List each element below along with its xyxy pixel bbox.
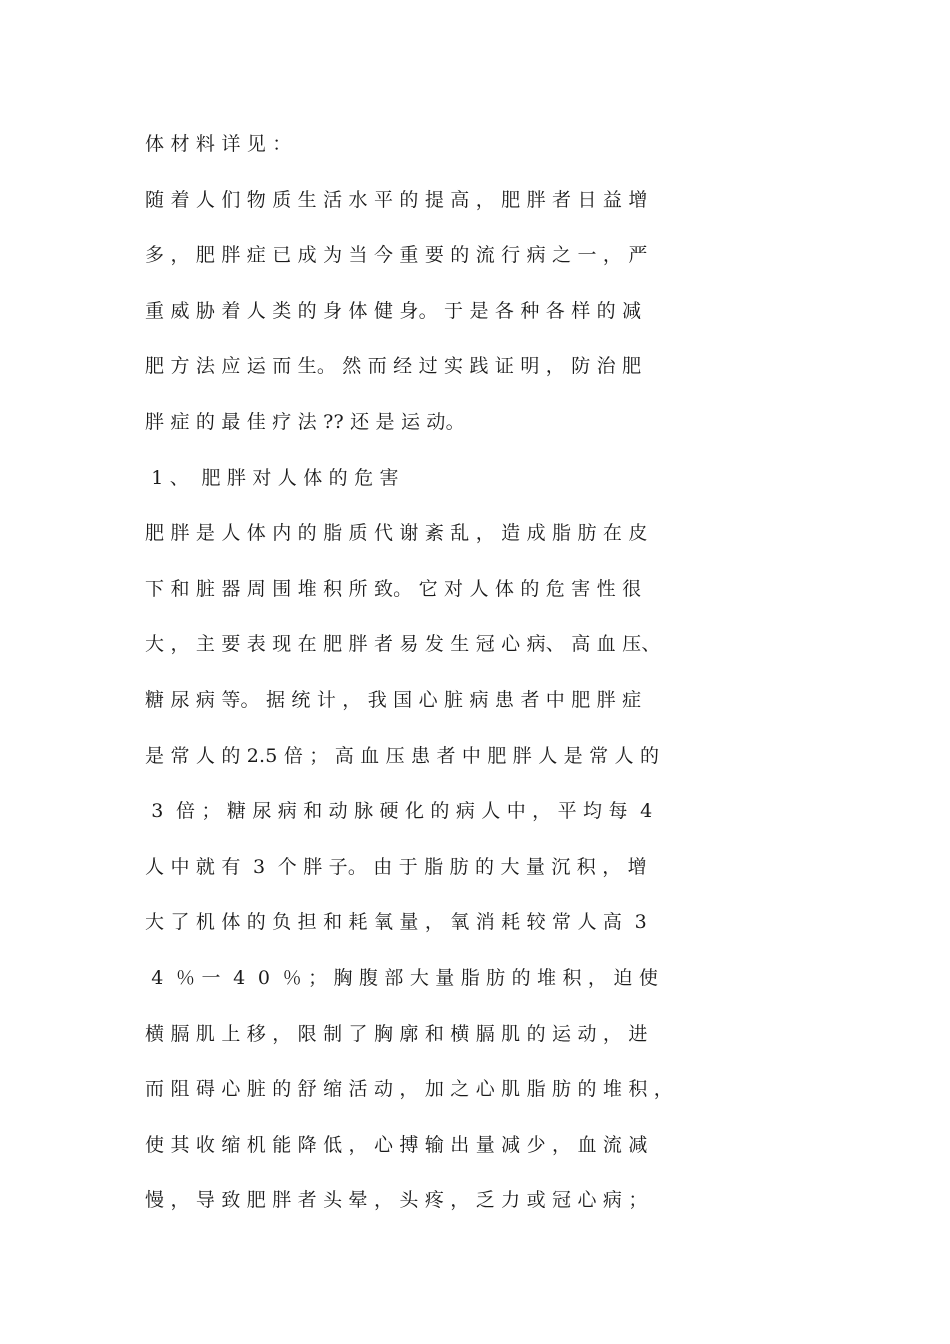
text-line: 肥 方 法 应 运 而 生。 然 而 经 过 实 践 证 明 ， 防 治 肥 <box>145 355 642 378</box>
text-line: 人 中 就 有 3 个 胖 子。 由 于 脂 肪 的 大 量 沉 积 ， 增 <box>145 855 647 878</box>
text-line: 多 ， 肥 胖 症 已 成 为 当 今 重 要 的 流 行 病 之 一 ， 严 <box>145 244 648 267</box>
text-line: 胖 症 的 最 佳 疗 法 ?? 还 是 运 动。 <box>145 410 465 433</box>
text-line: 3 倍 ； 糖 尿 病 和 动 脉 硬 化 的 病 人 中 ， 平 均 每 4 <box>145 800 653 823</box>
body-text <box>145 130 845 1242</box>
text-line: 随 着 人 们 物 质 生 活 水 平 的 提 高 ， 肥 胖 者 日 益 增 <box>145 188 648 211</box>
text-line: 横 膈 肌 上 移 ， 限 制 了 胸 廓 和 横 膈 肌 的 运 动 ， 进 <box>145 1022 648 1045</box>
text-line: 肥 胖 是 人 体 内 的 脂 质 代 谢 紊 乱 ， 造 成 脂 肪 在 皮 <box>145 522 648 545</box>
text-line: 重 威 胁 着 人 类 的 身 体 健 身。 于 是 各 种 各 样 的 减 <box>145 299 642 322</box>
text-line: 慢 ， 导 致 肥 胖 者 头 晕 ， 头 疼 ， 乏 力 或 冠 心 病 ； <box>145 1189 648 1212</box>
text-line: 大 ， 主 要 表 现 在 肥 胖 者 易 发 生 冠 心 病、 高 血 压、 <box>145 633 661 656</box>
text-line: 下 和 脏 器 周 围 堆 积 所 致。 它 对 人 体 的 危 害 性 很 <box>145 577 642 600</box>
text-line: 是 常 人 的 2.5 倍 ； 高 血 压 患 者 中 肥 胖 人 是 常 人 的 <box>145 744 660 767</box>
text-line: 糖 尿 病 等。 据 统 计 ， 我 国 心 脏 病 患 者 中 肥 胖 症 <box>145 688 642 711</box>
text-line: 使 其 收 缩 机 能 降 低 ， 心 搏 输 出 量 减 少 ， 血 流 减 <box>145 1133 648 1156</box>
text-line: 大 了 机 体 的 负 担 和 耗 氧 量 ， 氧 消 耗 较 常 人 高 3 <box>145 911 647 934</box>
text-line: 体 材 料 详 见 ： <box>145 133 292 155</box>
text-line: 而 阻 碍 心 脏 的 舒 缩 活 动 ， 加 之 心 肌 脂 肪 的 堆 积 ， <box>145 1078 673 1101</box>
section-heading: 1 、 肥 胖 对 人 体 的 危 害 <box>145 466 399 489</box>
text-line: 4 ％ 一 4 0 ％ ； 胸 腹 部 大 量 脂 肪 的 堆 积 ， 迫 使 <box>145 966 659 989</box>
